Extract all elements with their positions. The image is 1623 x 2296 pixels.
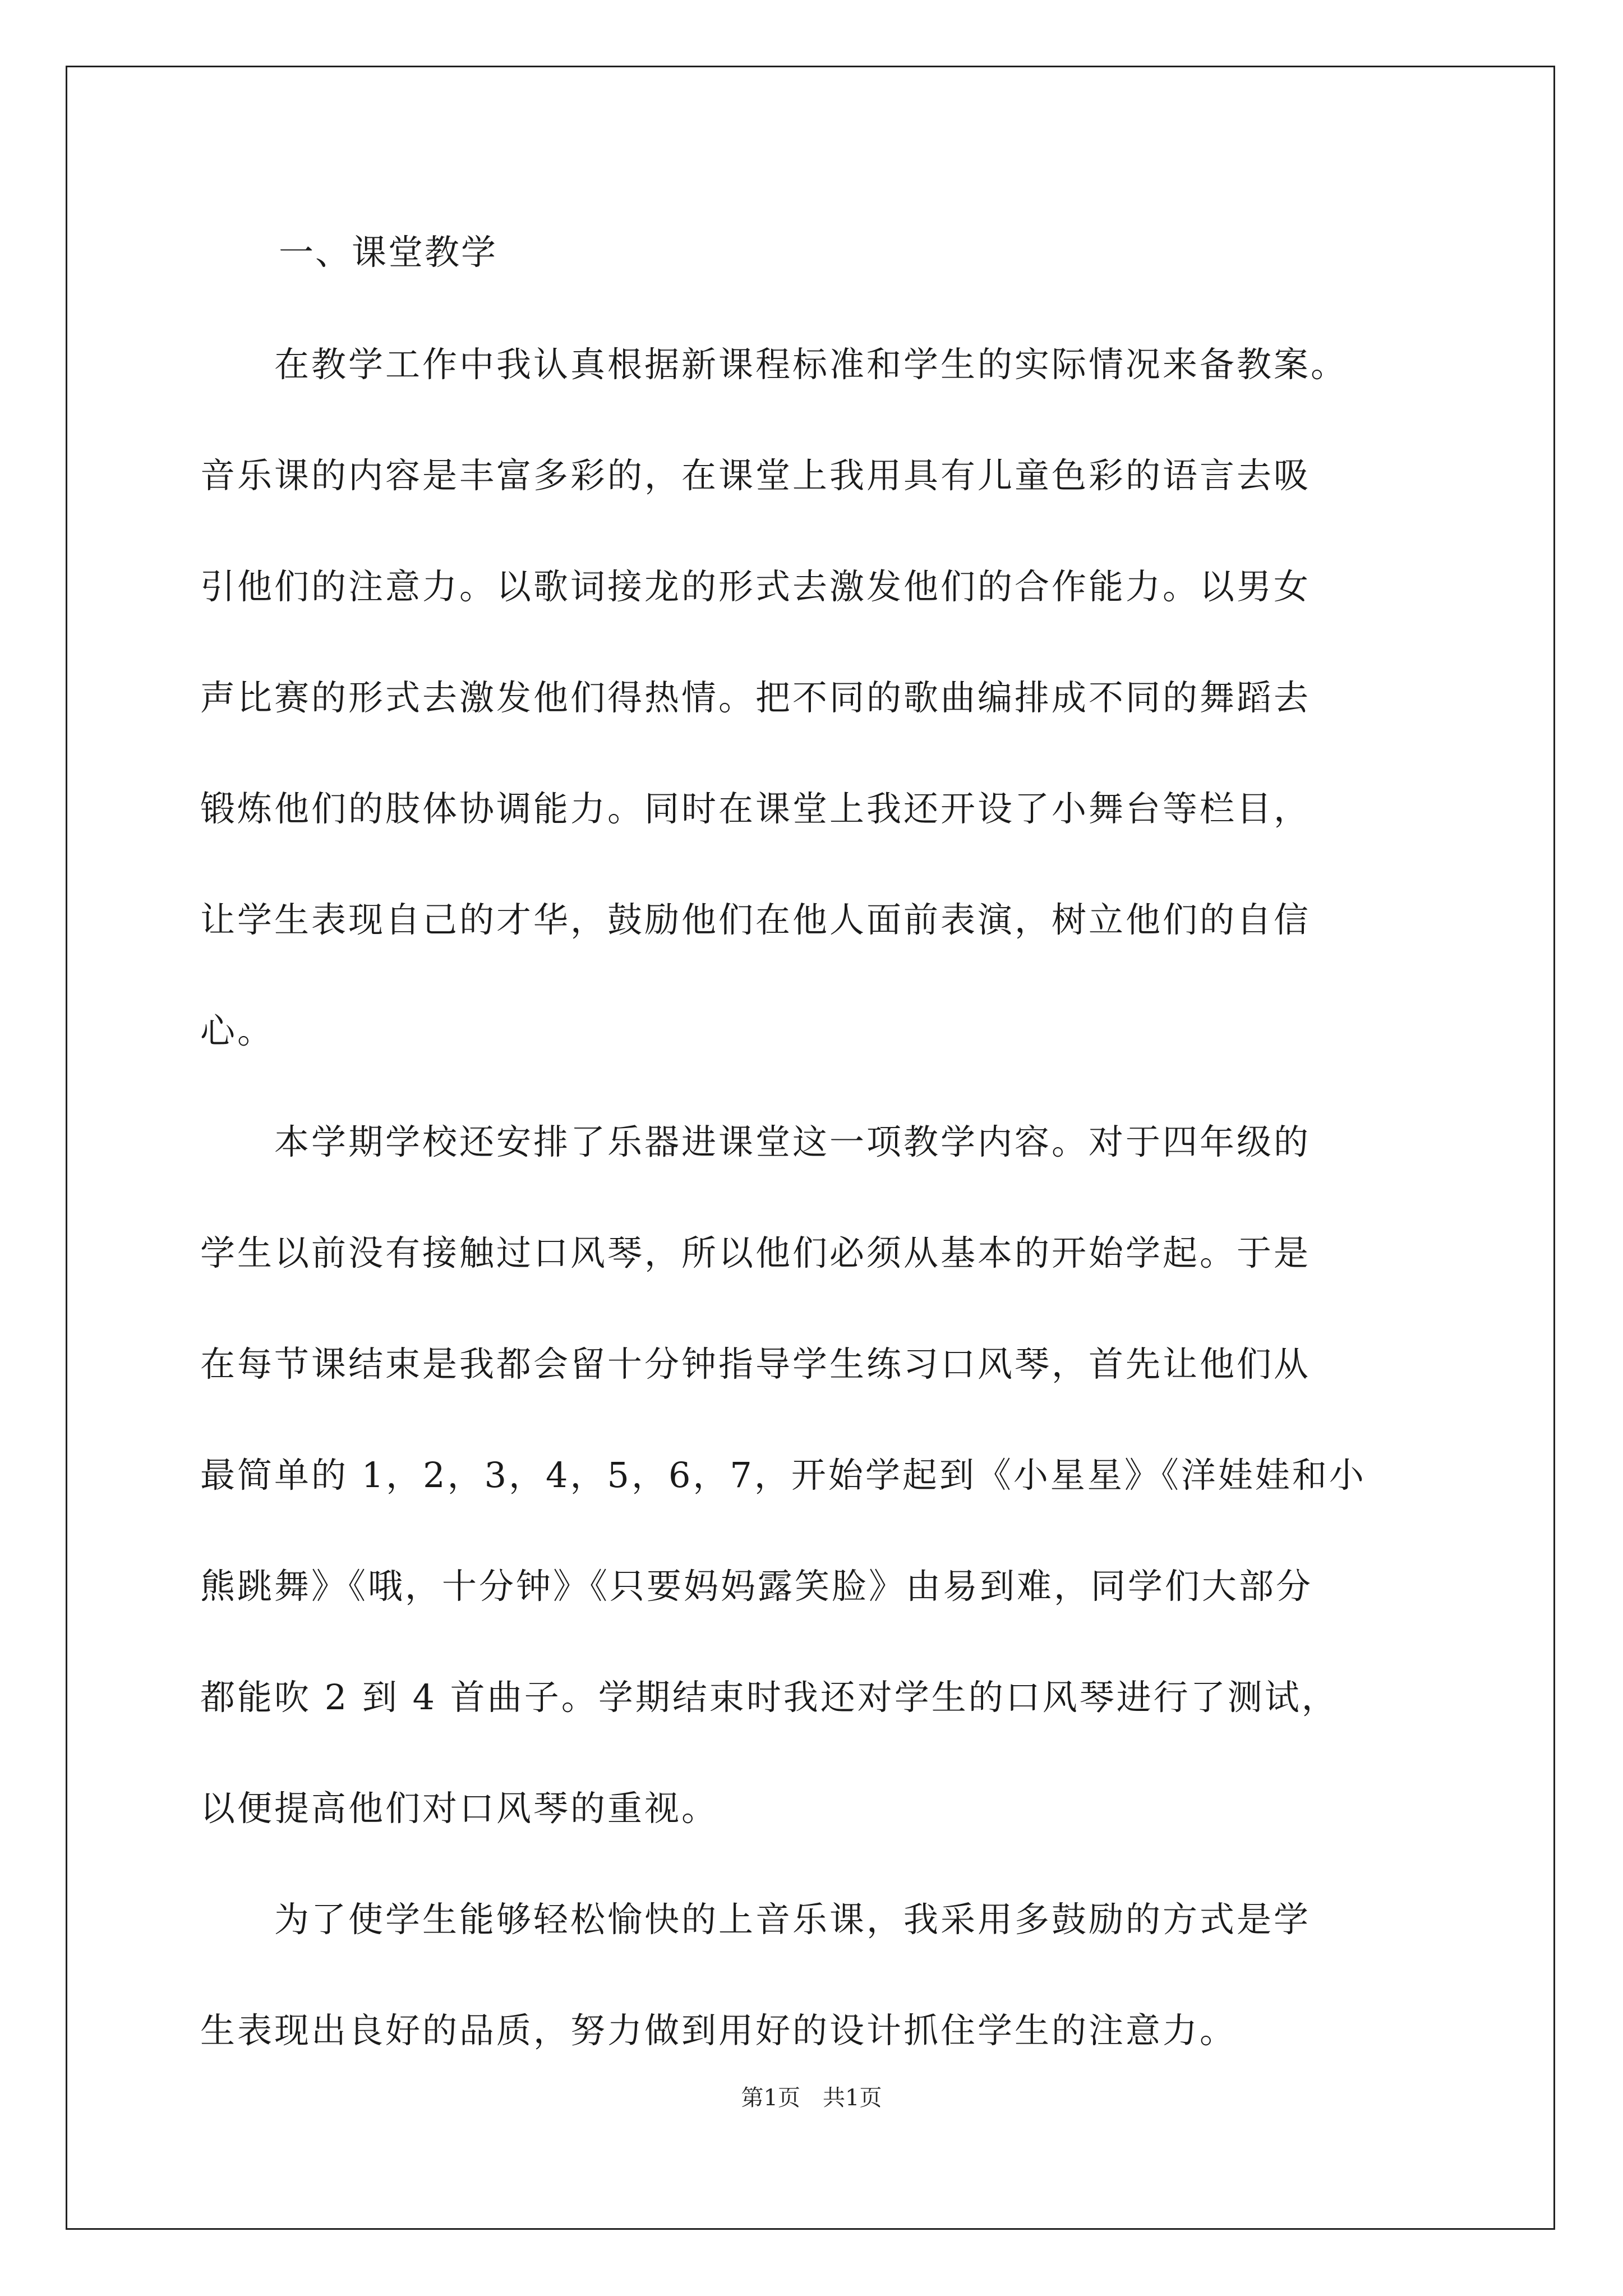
text-line: 以便提高他们对口风琴的重视。 bbox=[200, 1788, 719, 1829]
text-line: 在教学工作中我认真根据新课程标准和学生的实际情况来备教案。 bbox=[200, 344, 1348, 385]
text-line: 都能吹 2 到 4 首曲子。学期结束时我还对学生的口风琴进行了测试， bbox=[200, 1677, 1339, 1718]
text-line: 为了使学生能够轻松愉快的上音乐课，我采用多鼓励的方式是学 bbox=[200, 1899, 1311, 1940]
text-line: 学生以前没有接触过口风琴，所以他们必须从基本的开始学起。于是 bbox=[200, 1232, 1311, 1273]
text-line: 锻炼他们的肢体协调能力。同时在课堂上我还开设了小舞台等栏目， bbox=[200, 788, 1311, 829]
text-line: 让学生表现自己的才华，鼓励他们在他人面前表演，树立他们的自信 bbox=[200, 899, 1311, 940]
section-heading: 一、课堂教学 bbox=[279, 232, 498, 273]
text-line: 声比赛的形式去激发他们得热情。把不同的歌曲编排成不同的舞蹈去 bbox=[200, 677, 1311, 718]
text-line: 音乐课的内容是丰富多彩的，在课堂上我用具有儿童色彩的语言去吸 bbox=[200, 455, 1311, 496]
text-line: 最简单的 1，2，3，4，5，6，7，开始学起到《小星星》《洋娃娃和小 bbox=[200, 1455, 1366, 1496]
text-line: 心。 bbox=[200, 1010, 275, 1051]
text-line: 生表现出良好的品质，努力做到用好的设计抓住学生的注意力。 bbox=[200, 2010, 1237, 2051]
text-line: 引他们的注意力。以歌词接龙的形式去激发他们的合作能力。以男女 bbox=[200, 566, 1311, 607]
page-number: 第1页 共1页 bbox=[741, 2085, 882, 2111]
text-line: 在每节课结束是我都会留十分钟指导学生练习口风琴，首先让他们从 bbox=[200, 1343, 1311, 1384]
text-line: 本学期学校还安排了乐器进课堂这一项教学内容。对于四年级的 bbox=[200, 1121, 1311, 1162]
text-line: 熊跳舞》《哦，十分钟》《只要妈妈露笑脸》由易到难，同学们大部分 bbox=[200, 1566, 1313, 1607]
